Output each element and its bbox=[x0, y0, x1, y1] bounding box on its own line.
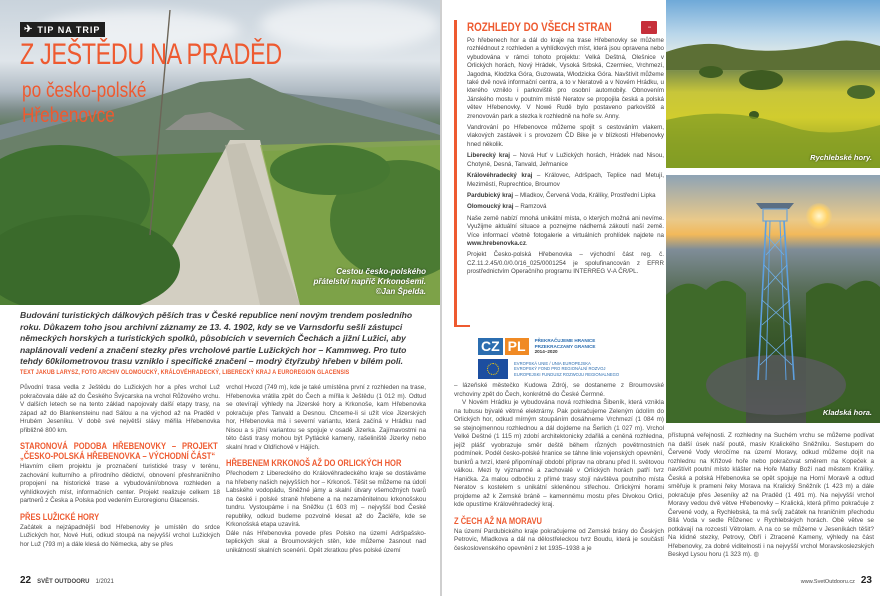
sun-glare bbox=[806, 203, 832, 229]
issue-number: 1/2021 bbox=[95, 579, 114, 585]
box-paragraph bbox=[467, 215, 664, 249]
hero-caption bbox=[314, 267, 426, 297]
caption-line: Cestou česko-polského bbox=[336, 267, 426, 276]
section-heading: HŘEBENEM KRKONOŠ AŽ DO ORLICKÝCH HOR bbox=[226, 458, 402, 468]
photo-kladska-hora bbox=[666, 175, 880, 423]
photo-caption: Rychlebské hory. bbox=[810, 153, 872, 162]
region-name: Olomoucký kraj bbox=[467, 203, 514, 211]
box-paragraph: Po hřebenech hor a dál do kraje na trase Hřebenovky se můžeme rozhlédnout z rozhleden a vyhlídkových míst, která jsou opravena nebo vybudována v rámci tohoto projektu: Velká Deštná, Olešnice v Orlických horách, Nový Hrádek, Vysoká Srbská, Czermiec, Vrchmezí, Jagodna, Kłodzka Góra, Guzowata, Włodzicka Góra. Navštívit můžeme také dvě nová informační centra, a to v Neratově a v Novém Hrádku, u kterého vzniklo i parkoviště pro osobní automobily. Obnovením Jánského mostu v poutním místě Neratov se propojila česká a polská větev Hřebenovky. V Nowé Rudě bylo postaveno parkoviště a zrenovován park a stezka k rozhledně na hoře sv. Anny. bbox=[467, 37, 664, 120]
end-mark-icon: ◍ bbox=[753, 551, 760, 558]
section-heading: STARONOVÁ PODOBA HŘEBENOVKY – PROJEKT „ČESKO-POLSKÁ HŘEBENOVKA – VÝCHODNÍ ČÁST“ bbox=[20, 441, 218, 461]
credits-line: TEXT JAKUB LARYSZ, FOTO ARCHIV OLOMOUCKÝ, KRÁLOVÉHRADECKÝ, LIBERECKÝ KRAJ A EUROREGION GLACENSIS bbox=[20, 370, 350, 376]
body-paragraph: Hlavním cílem projektu je proznačení turistické trasy v terénu, zachování kulturního a přírodního dědictví, obnovení přeshraničního propojení na historické trase a vybudování/obnova rozhleden a vyhlídkových míst, informačních center. Projekt realizuje celkem 18 partnerů z Česka a Polska pod vedením Euroregionu Glacensis. bbox=[20, 463, 220, 504]
region-name: Pardubický kraj bbox=[467, 191, 514, 199]
airplane-icon: ✈ bbox=[24, 24, 34, 35]
right-column-1 bbox=[454, 336, 664, 553]
meadow-illustration bbox=[666, 0, 880, 168]
article-subtitle bbox=[22, 78, 146, 128]
box-paragraph: Vandrování po Hřebenovce můžeme spojit s cestováním vlakem, vlakových zastávek i s provozem ČD Bike je v blízkosti Hřebenovky hned několik. bbox=[467, 124, 664, 148]
left-column-1 bbox=[20, 384, 220, 549]
left-column-2 bbox=[226, 384, 426, 555]
logo-line: EVROPSKÁ UNIE / UNIA EUROPEJSKA bbox=[514, 360, 591, 366]
left-footer bbox=[20, 575, 114, 586]
page-number: 22 bbox=[20, 575, 32, 586]
region-item: Pardubický kraj – Mladkov, Červená Voda, Králíky, Prostřední Lipka bbox=[467, 191, 656, 199]
website-url: www.SvetOutdooru.cz bbox=[800, 579, 855, 585]
region-places: Královec, Adršpach, Teplice nad Metují, Meziměstí, Ruprechtice, Broumov bbox=[467, 172, 664, 188]
photo-caption: Kladská hora. bbox=[822, 408, 872, 417]
region-logo-icon: ▪▪▪ bbox=[641, 21, 657, 34]
badge-label: TIP NA TRIP bbox=[37, 24, 101, 35]
text: přístupná veřejnosti. Z rozhledny na Suchém vrchu se můžeme podívat na další úsek naší poutě, masiv Kralického Sněžníku. Sestupem do Červené Vody vkročíme na území Moravy, odkud můžeme dojít na rozhlednu na Křížové hoře nebo pokračovat směrem na Kopeček a navštívit poutní místo klášter na Hoře Matky Boží nad městem Králíky. Česká a polská Hřebenovka se opět spojuje na Horní Moravě a odtud směřuje k prameni řeky Morava na Kralický Sněžník (1 423 m) a dále pokračuje přes Jeseníky až na Praděd (1 491 m). Na nejvyšší vrchol Moravy vedou dvě větve Hřebenovky – Kralická, která přímo pokračuje z Červené vody, a Rychlebská, ta má svůj začátek na hraničním přechodu Bílá Voda v sedle Růženec v Rychlebských horách. Obě větve se potkávají na rozcestí Větrolam. A na co se můžeme v Jeseníkách těšit? Na klidné stezky, Petrovy, Obří i Ztracené Kameny, výhledy na část Hřebenovky, za dobré viditelnosti i na nejvyšší vrchol Moravskoslezských Beskyd Lysou horu (1 323 m). bbox=[668, 432, 874, 558]
body-paragraph: Dále nás Hřebenovka povede přes Polsko na území Adršpašsko-teplických skal a Broumovských stěn, kde můžeme žasnout nad unikátností skalních scenérií. Opět zkratkou přes polské území bbox=[226, 529, 426, 554]
box-paragraph: Projekt Česko-polská Hřebenovka – východní část reg. č. CZ.11.2.45/0.0/0.0/16_025/0001254 je spolufinancován z EFRR prostřednictvím Operačního programu INTERREG V-A ČR/PL. bbox=[467, 251, 664, 276]
logo-line: EUROPEJSKI FUNDUSZ ROZWOJU REGIONALNEGO bbox=[514, 371, 620, 377]
publication-name: SVĚT OUTDOORU bbox=[37, 579, 90, 585]
sidebar-box bbox=[454, 20, 664, 325]
logo-line: EVROPSKÝ FOND PRO REGIONÁLNÍ ROZVOJ bbox=[514, 366, 606, 372]
section-heading: Z ČECH AŽ NA MORAVU bbox=[454, 515, 542, 526]
region-places: Nová Huť v Lužických horách, Hrádek nad Nisou, Chotyně, Desná, Tanvald, Jeřmanice bbox=[467, 152, 664, 168]
photo-rychlebske-hory bbox=[666, 0, 880, 168]
box-title: ROZHLEDY DO VŠECH STRAN bbox=[467, 20, 612, 34]
region-name: Královéhradecký kraj bbox=[467, 172, 533, 180]
right-column-2 bbox=[668, 432, 874, 560]
subtitle-line: Hřebenovce bbox=[22, 104, 115, 127]
pl-mark: PL bbox=[505, 338, 529, 355]
region-item: Královéhradecký kraj – Královec, Adršpach, Teplice nad Metují, Meziměstí, Ruprechtice, Broumov bbox=[467, 172, 664, 188]
caption-line: přátelství napříč Krkonošemi. bbox=[313, 277, 426, 286]
region-name: Liberecký kraj bbox=[467, 152, 510, 160]
tower-illustration bbox=[666, 175, 880, 423]
body-paragraph: vrchol Hvozd (749 m), kde je také umístěna první z rozhleden na trase, Hřebenovka vrátila zpět do Čech a mířila k Ještědu (1 012 m). Odtud se otevírají výhledy na Jizerské hory a Krkonoše, kam Hřebenovka pokračuje přes Tanvald a Desnou. Chceme-li si užít více Jizerských hor, Hřebenovka má i severní variantu, která začíná v Hrádku nad Nisou a s jižní variantou se spojuje v osadě Jizerka. Zajímavostmi na této části trasy mohou být Pytlácké kameny, rašeliniště Jizerky nebo skalní hrad v Oldřichově v Hájích. bbox=[226, 384, 426, 451]
body-paragraph bbox=[668, 432, 874, 560]
text: Naše země nabízí mnohá unikátní místa, o kterých možná ani nevíme. Využijme aktuální situace a poznejme nádherná zákoutí naší země. Více informací včetně fotogalerie a virtuálních prohlídek najdete na bbox=[467, 214, 664, 239]
right-page bbox=[442, 0, 880, 596]
article-title: Z JEŠTĚDU NA PRADĚD bbox=[20, 38, 282, 71]
logo-line: PRZEKRACZAMY GRANICE bbox=[534, 343, 596, 349]
body-paragraph: Přechodem z Libereckého do Královéhradeckého kraje se dostáváme na hřebeny našich nejvyšších hor – Krkonoš. Těšit se můžeme na údolí Labského vodopádu, Sněžné jámy a skalní útvary všemožných tvarů na české i polské straně hřebene a na nezaměnitelnou krkonošskou tundru. Vystoupáme i na Sněžku (1 603 m) – nejvyšší bod České republiky, odkud budeme pozvolně klesat až do Žacléře, kde se Krkonošská etapa uzavírá. bbox=[226, 470, 426, 528]
region-places: Ramzová bbox=[520, 203, 547, 211]
page-number: 23 bbox=[860, 575, 872, 586]
subtitle-line: po česko-polské bbox=[22, 79, 147, 102]
website-link[interactable]: www.hrebenovka.cz bbox=[467, 239, 526, 247]
caption-line: ©Jan Špelda. bbox=[375, 287, 426, 296]
region-places: Mladkov, Červená Voda, Králíky, Prostřední Lipka bbox=[519, 191, 656, 199]
section-heading: PŘES LUŽICKÉ HORY bbox=[20, 511, 100, 522]
cz-mark: CZ bbox=[478, 338, 503, 355]
box-title-row bbox=[467, 20, 664, 34]
logo-line: PŘEKRAČUJEME HRANICE bbox=[534, 338, 596, 344]
text: . bbox=[525, 239, 528, 247]
region-item: Olomoucký kraj – Ramzová bbox=[467, 203, 547, 211]
body-paragraph: Původní trasa vedla z Ještědu do Lužických hor a přes vrchol Luž pokračovala dále až do Českého Švýcarska na vrchol Růžového vrchu. V dalších letech se na tento základ napojovaly další etapy trasy, na západ až do Blankensteinu nad Sálou a na východ až na Praděd v Hrubém Jeseníku. V době své největší slávy měřila Hřebenovka přibližně 800 km. bbox=[20, 384, 220, 434]
box-corner-rule bbox=[454, 325, 470, 327]
body-paragraph: Začátek a nejzápadnější bod Hřebenovky je umístěn do srdce Lužických hor, Nové Huti, odkud stoupá na nejvyšší vrchol Lužických hor Luž (793 m) a dále klesá do Německa, aby se přes bbox=[20, 523, 220, 548]
body-paragraph: – lázeňské městečko Kudowa Zdrój, se dostaneme z Broumovské vrchoviny zpět do Čech, konkrétně do České Čermné. bbox=[454, 382, 664, 398]
logo-line: 2014–2020 bbox=[534, 349, 558, 355]
right-footer bbox=[801, 575, 872, 586]
body-paragraph: V Novém Hrádku je vybudována nová rozhledna Šibeník, která vznikla na tubusu bývalé větrné elektrárny. Pak pokračujeme Zeleným údolím do Orlických hor, odkud mírným stoupáním dosáhneme Vrchmezí (1 084 m) se stejnojmennou rozhlednou a dál dojdeme na Šerlich (1 027 m). Vrchol Velké Deštné (1 115 m) zdobí architektonicky zdařilá a ceněná rozhledna, jejíž plášť vyobrazuje směr deště během různých povětrnostních podmínek. Podél česko-polské hranice se táhne linie vojenských opevnění, bunkrů a tvrzí, které připomínají období příprav na obranu před II. světovou válkou. Mezi ty významné a zachovalé v Orlických horách patří tvrz Hanička. Za malou odbočku z přímé trasy stojí návštěva poutního místa Neratov s kostelem s unikátní skleněnou střechou. Orlickými horami projdeme až k Zemské bráně – kamennému mostu přes Divokou Orlici, kde opustíme Královéhradecký kraj. bbox=[454, 399, 664, 508]
lead-paragraph: Budování turistických dálkových pěších tras v České republice není novým trendem posledního roku. Důkazem toho jsou archivní záznamy ze 13. 4. 1902, kdy se ve Varnsdorfu sešli zástupci německých horských a turistických spolků, působících v severních Čechách a jižní Lužici, aby naplánovali vedení a značení stezky přes vrcholové partie Lužických hor – Kammweg. Pro tuto tehdy 60kilometrovou trasu vzniklo i specifické značení – modrý čtyřzubý hřeben v bílém poli. bbox=[20, 310, 413, 367]
region-item: Liberecký kraj – Nová Huť v Lužických horách, Hrádek nad Nisou, Chotyně, Desná, Tanvald, Jeřmanice bbox=[467, 152, 664, 168]
body-paragraph: Na území Pardubického kraje pokračujeme od Zemské brány do Českých Petrovic, Mladkova a dál na dělostřeleckou tvrz Boudu, která je součástí československého opevnění z let 1935–1938 a je bbox=[454, 527, 664, 552]
tip-na-trip-badge bbox=[20, 22, 105, 37]
